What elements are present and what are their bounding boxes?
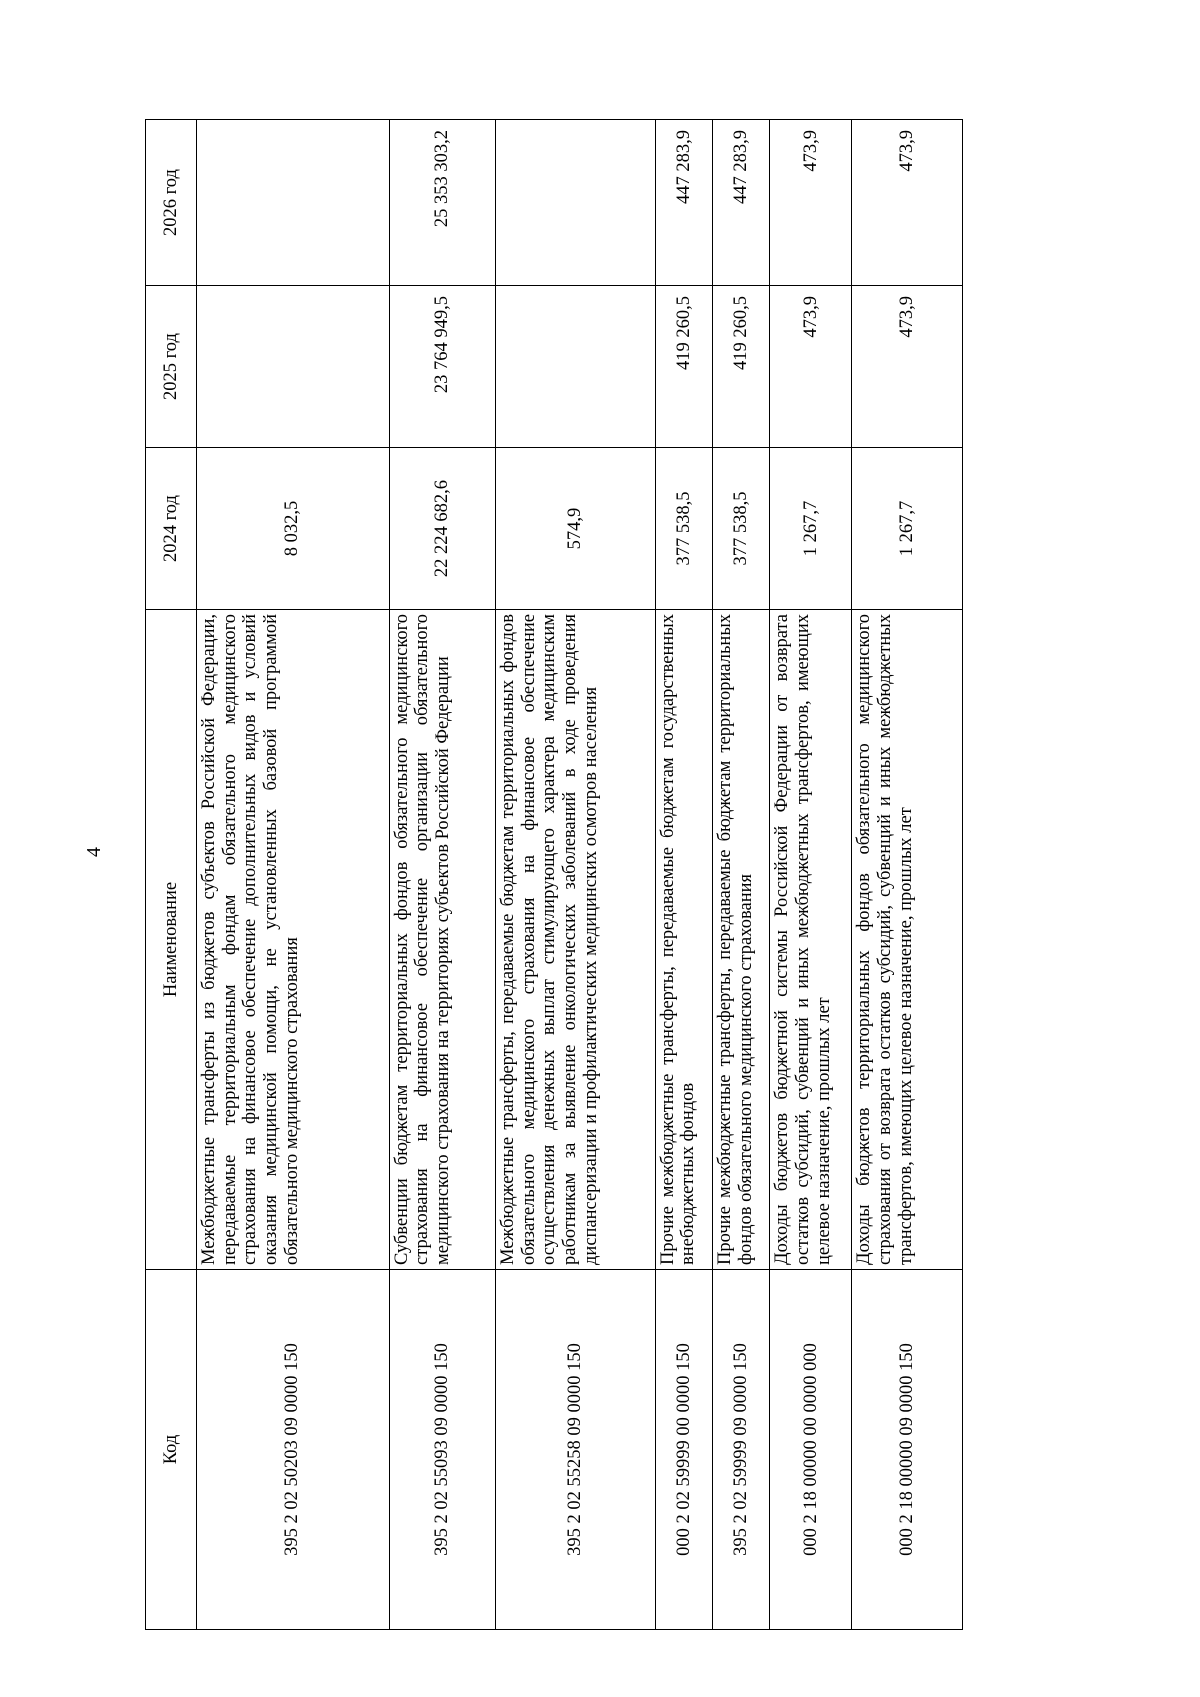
table-row bbox=[770, 120, 852, 1630]
row-value-2025: 473,9 bbox=[770, 286, 852, 448]
table-row bbox=[496, 120, 656, 1630]
row-value-2026: 447 283,9 bbox=[655, 120, 712, 286]
row-code: 000 2 18 00000 00 0000 000 bbox=[770, 1270, 852, 1630]
header-code: Код bbox=[146, 1270, 197, 1630]
row-value-2026: 25 353 303,2 bbox=[389, 120, 496, 286]
row-value-2024: 8 032,5 bbox=[197, 448, 390, 610]
row-name: Межбюджетные трансферты, передаваемые бюджетам территориальных фондов обязательного медицинского страхования на финансовое обеспечение осуществления денежных выплат стимулирующего характера медицинским работникам за выявление онкологических заболеваний в ходе проведения диспансеризации и профилактических медицинских осмотров населения bbox=[496, 610, 656, 1270]
row-code: 000 2 18 00000 09 0000 150 bbox=[852, 1270, 963, 1630]
row-value-2024: 377 538,5 bbox=[713, 448, 770, 610]
row-code: 000 2 02 59999 00 0000 150 bbox=[655, 1270, 712, 1630]
row-value-2025: 419 260,5 bbox=[655, 286, 712, 448]
row-code: 395 2 02 59999 09 0000 150 bbox=[713, 1270, 770, 1630]
header-name: Наименование bbox=[146, 610, 197, 1270]
row-name: Межбюджетные трансферты из бюджетов субъектов Российской Федерации, передаваемые территориальным фондам обязательного медицинского страхования на финансовое обеспечение дополнительных видов и условий оказания медицинской помощи, не установленных базовой программой обязательного медицинского страхования bbox=[197, 610, 390, 1270]
row-value-2024: 1 267,7 bbox=[770, 448, 852, 610]
row-value-2026 bbox=[496, 120, 656, 286]
rotated-table-container bbox=[145, 120, 963, 1630]
row-value-2026: 447 283,9 bbox=[713, 120, 770, 286]
row-name: Доходы бюджетов территориальных фондов обязательного медицинского страхования от возврата остатков субсидий, субвенций и иных межбюджетных трансфертов, имеющих целевое назначение, прошлых лет bbox=[852, 610, 963, 1270]
row-value-2025: 23 764 949,5 bbox=[389, 286, 496, 448]
row-code: 395 2 02 55258 09 0000 150 bbox=[496, 1270, 656, 1630]
table-row bbox=[713, 120, 770, 1630]
table-row bbox=[197, 120, 390, 1630]
row-name: Прочие межбюджетные трансферты, передаваемые бюджетам государственных внебюджетных фондов bbox=[655, 610, 712, 1270]
table-header-row bbox=[146, 120, 197, 1630]
row-value-2025: 473,9 bbox=[852, 286, 963, 448]
header-2024: 2024 год bbox=[146, 448, 197, 610]
table-row bbox=[389, 120, 496, 1630]
revenue-table bbox=[145, 119, 963, 1630]
row-value-2026: 473,9 bbox=[770, 120, 852, 286]
row-name: Доходы бюджетов бюджетной системы Российской Федерации от возврата остатков субсидий, субвенций и иных межбюджетных трансфертов, имеющих целевое назначение, прошлых лет bbox=[770, 610, 852, 1270]
row-value-2025 bbox=[496, 286, 656, 448]
page-number: 4 bbox=[83, 847, 105, 857]
row-name: Субвенции бюджетам территориальных фондов обязательного медицинского страхования на финансовое обеспечение организации обязательного медицинского страхования на территориях субъектов Российской Федерации bbox=[389, 610, 496, 1270]
row-value-2026 bbox=[197, 120, 390, 286]
header-2025: 2025 год bbox=[146, 286, 197, 448]
row-value-2024: 1 267,7 bbox=[852, 448, 963, 610]
header-2026: 2026 год bbox=[146, 120, 197, 286]
row-value-2024: 574,9 bbox=[496, 448, 656, 610]
row-value-2024: 22 224 682,6 bbox=[389, 448, 496, 610]
row-name: Прочие межбюджетные трансферты, передаваемые бюджетам территориальных фондов обязательного медицинского страхования bbox=[713, 610, 770, 1270]
row-code: 395 2 02 55093 09 0000 150 bbox=[389, 1270, 496, 1630]
row-code: 395 2 02 50203 09 0000 150 bbox=[197, 1270, 390, 1630]
row-value-2026: 473,9 bbox=[852, 120, 963, 286]
table-row bbox=[655, 120, 712, 1630]
row-value-2025 bbox=[197, 286, 390, 448]
row-value-2025: 419 260,5 bbox=[713, 286, 770, 448]
table-row bbox=[852, 120, 963, 1630]
row-value-2024: 377 538,5 bbox=[655, 448, 712, 610]
